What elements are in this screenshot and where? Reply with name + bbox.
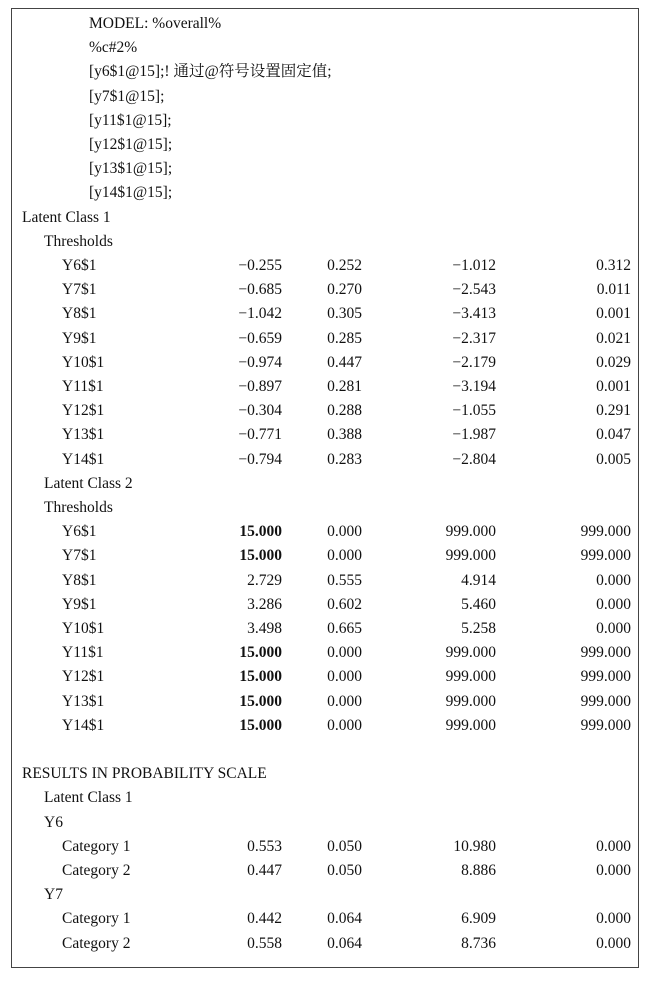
se-value: 0.285 (327, 329, 362, 347)
est-se-value: −1.055 (452, 402, 496, 420)
row-label: Category 2 (62, 862, 131, 879)
code-line: MODEL: %overall% (89, 15, 222, 32)
se-value: 0.000 (327, 644, 362, 662)
estimate-value: 0.447 (247, 862, 282, 879)
estimate-value: 0.558 (247, 934, 282, 952)
p-value: 999.000 (580, 547, 631, 565)
code-line: [y6$1@15];! 通过@符号设置固定值; (89, 63, 332, 81)
se-value: 0.305 (327, 305, 362, 323)
p-value: 0.011 (596, 281, 631, 299)
estimate-value: −0.685 (238, 281, 282, 299)
se-value: 0.288 (327, 402, 362, 420)
p-value: 0.000 (596, 862, 631, 879)
estimate-value: −0.659 (238, 329, 282, 347)
code-line: [y12$1@15]; (89, 136, 173, 153)
est-se-value: −1.987 (452, 426, 496, 444)
variable-label: Y6 (44, 813, 63, 831)
est-se-value: −1.012 (452, 257, 496, 274)
se-value: 0.000 (327, 668, 362, 686)
estimate-value: 15.000 (239, 547, 282, 565)
se-value: 0.000 (327, 547, 362, 565)
row-label: Y14$1 (62, 716, 105, 734)
p-value: 999.000 (580, 644, 631, 662)
p-value: 0.000 (596, 620, 631, 637)
latent-class-1-label: Latent Class 1 (22, 208, 111, 226)
probability-class-label: Latent Class 1 (44, 789, 133, 807)
estimate-value: −0.255 (238, 257, 282, 274)
p-value: 0.001 (596, 305, 631, 323)
p-value: 999.000 (580, 692, 631, 710)
row-label: Y12$1 (62, 402, 105, 420)
se-value: 0.555 (327, 571, 362, 589)
est-se-value: 8.886 (461, 862, 496, 879)
p-value: 0.005 (596, 450, 631, 468)
row-label: Y14$1 (62, 450, 105, 468)
est-se-value: −2.804 (452, 450, 496, 468)
row-label: Category 1 (62, 837, 131, 855)
se-value: 0.064 (327, 934, 362, 952)
estimate-value: 15.000 (239, 692, 282, 710)
est-se-value: 999.000 (445, 692, 496, 710)
row-label: Y8$1 (62, 305, 97, 323)
p-value: 0.021 (596, 329, 631, 347)
row-label: Y7$1 (62, 547, 97, 565)
row-label: Y11$1 (62, 644, 104, 662)
p-value: 0.000 (596, 837, 631, 855)
est-se-value: 999.000 (445, 644, 496, 662)
thresholds-label: Thresholds (44, 232, 113, 250)
p-value: 999.000 (580, 668, 631, 686)
row-label: Y6$1 (62, 523, 97, 541)
estimate-value: 0.442 (247, 910, 282, 928)
probability-scale-heading: RESULTS IN PROBABILITY SCALE (22, 765, 267, 783)
row-label: Y7$1 (62, 281, 97, 299)
se-value: 0.064 (327, 910, 362, 928)
p-value: 0.001 (596, 378, 631, 395)
p-value: 999.000 (580, 716, 631, 734)
est-se-value: −3.413 (452, 305, 496, 323)
se-value: 0.000 (327, 716, 362, 734)
est-se-value: −2.317 (452, 329, 496, 347)
se-value: 0.602 (327, 595, 362, 613)
row-label: Y12$1 (62, 668, 105, 686)
estimate-value: 0.553 (247, 837, 282, 855)
se-value: 0.283 (327, 450, 362, 468)
code-line: [y13$1@15]; (89, 160, 173, 178)
p-value: 0.047 (596, 426, 631, 444)
se-value: 0.270 (327, 281, 362, 299)
estimate-value: 15.000 (239, 644, 282, 662)
estimate-value: −1.042 (238, 305, 282, 323)
est-se-value: 999.000 (445, 523, 496, 541)
estimate-value: −0.794 (238, 450, 282, 468)
row-label: Y13$1 (62, 692, 105, 710)
estimate-value: 3.286 (247, 595, 282, 613)
estimate-value: 2.729 (247, 571, 282, 589)
p-value: 0.029 (596, 353, 631, 371)
row-label: Y6$1 (62, 257, 97, 274)
row-label: Y10$1 (62, 620, 105, 637)
se-value: 0.050 (327, 862, 362, 879)
se-value: 0.000 (327, 692, 362, 710)
row-label: Y11$1 (62, 378, 104, 395)
se-value: 0.252 (327, 257, 362, 274)
code-line: %c#2% (89, 39, 138, 57)
code-line: [y14$1@15]; (89, 184, 173, 202)
p-value: 0.000 (596, 595, 631, 613)
p-value: 0.000 (596, 934, 631, 952)
row-label: Y13$1 (62, 426, 105, 444)
se-value: 0.447 (327, 353, 362, 371)
est-se-value: 8.736 (461, 934, 496, 952)
se-value: 0.388 (327, 426, 362, 444)
p-value: 0.291 (596, 402, 631, 420)
variable-label: Y7 (44, 886, 63, 904)
est-se-value: 5.258 (461, 620, 496, 637)
p-value: 0.312 (596, 257, 631, 274)
estimate-value: 3.498 (247, 620, 282, 637)
est-se-value: 999.000 (445, 716, 496, 734)
se-value: 0.000 (327, 523, 362, 541)
se-value: 0.665 (327, 620, 362, 637)
estimate-value: −0.771 (238, 426, 282, 444)
row-label: Y8$1 (62, 571, 97, 589)
code-line: [y11$1@15]; (89, 111, 172, 129)
se-value: 0.281 (327, 378, 362, 395)
row-label: Category 2 (62, 934, 131, 952)
latent-class-2-label: Latent Class 2 (44, 474, 133, 492)
estimate-value: 15.000 (239, 523, 282, 541)
estimate-value: −0.974 (238, 353, 282, 371)
row-label: Y10$1 (62, 353, 105, 371)
estimate-value: 15.000 (239, 668, 282, 686)
estimate-value: −0.897 (238, 378, 282, 395)
est-se-value: −3.194 (452, 378, 496, 395)
est-se-value: 999.000 (445, 547, 496, 565)
est-se-value: −2.179 (452, 353, 496, 371)
est-se-value: −2.543 (452, 281, 496, 299)
estimate-value: 15.000 (239, 716, 282, 734)
est-se-value: 4.914 (461, 571, 496, 589)
se-value: 0.050 (327, 837, 362, 855)
est-se-value: 6.909 (461, 910, 496, 928)
est-se-value: 999.000 (445, 668, 496, 686)
est-se-value: 10.980 (453, 837, 496, 855)
row-label: Y9$1 (62, 329, 97, 347)
p-value: 0.000 (596, 571, 631, 589)
est-se-value: 5.460 (461, 595, 496, 613)
estimate-value: −0.304 (238, 402, 282, 420)
p-value: 999.000 (580, 523, 631, 541)
thresholds-label: Thresholds (44, 499, 113, 516)
p-value: 0.000 (596, 910, 631, 928)
row-label: Category 1 (62, 910, 131, 928)
row-label: Y9$1 (62, 595, 97, 613)
code-line: [y7$1@15]; (89, 87, 165, 105)
